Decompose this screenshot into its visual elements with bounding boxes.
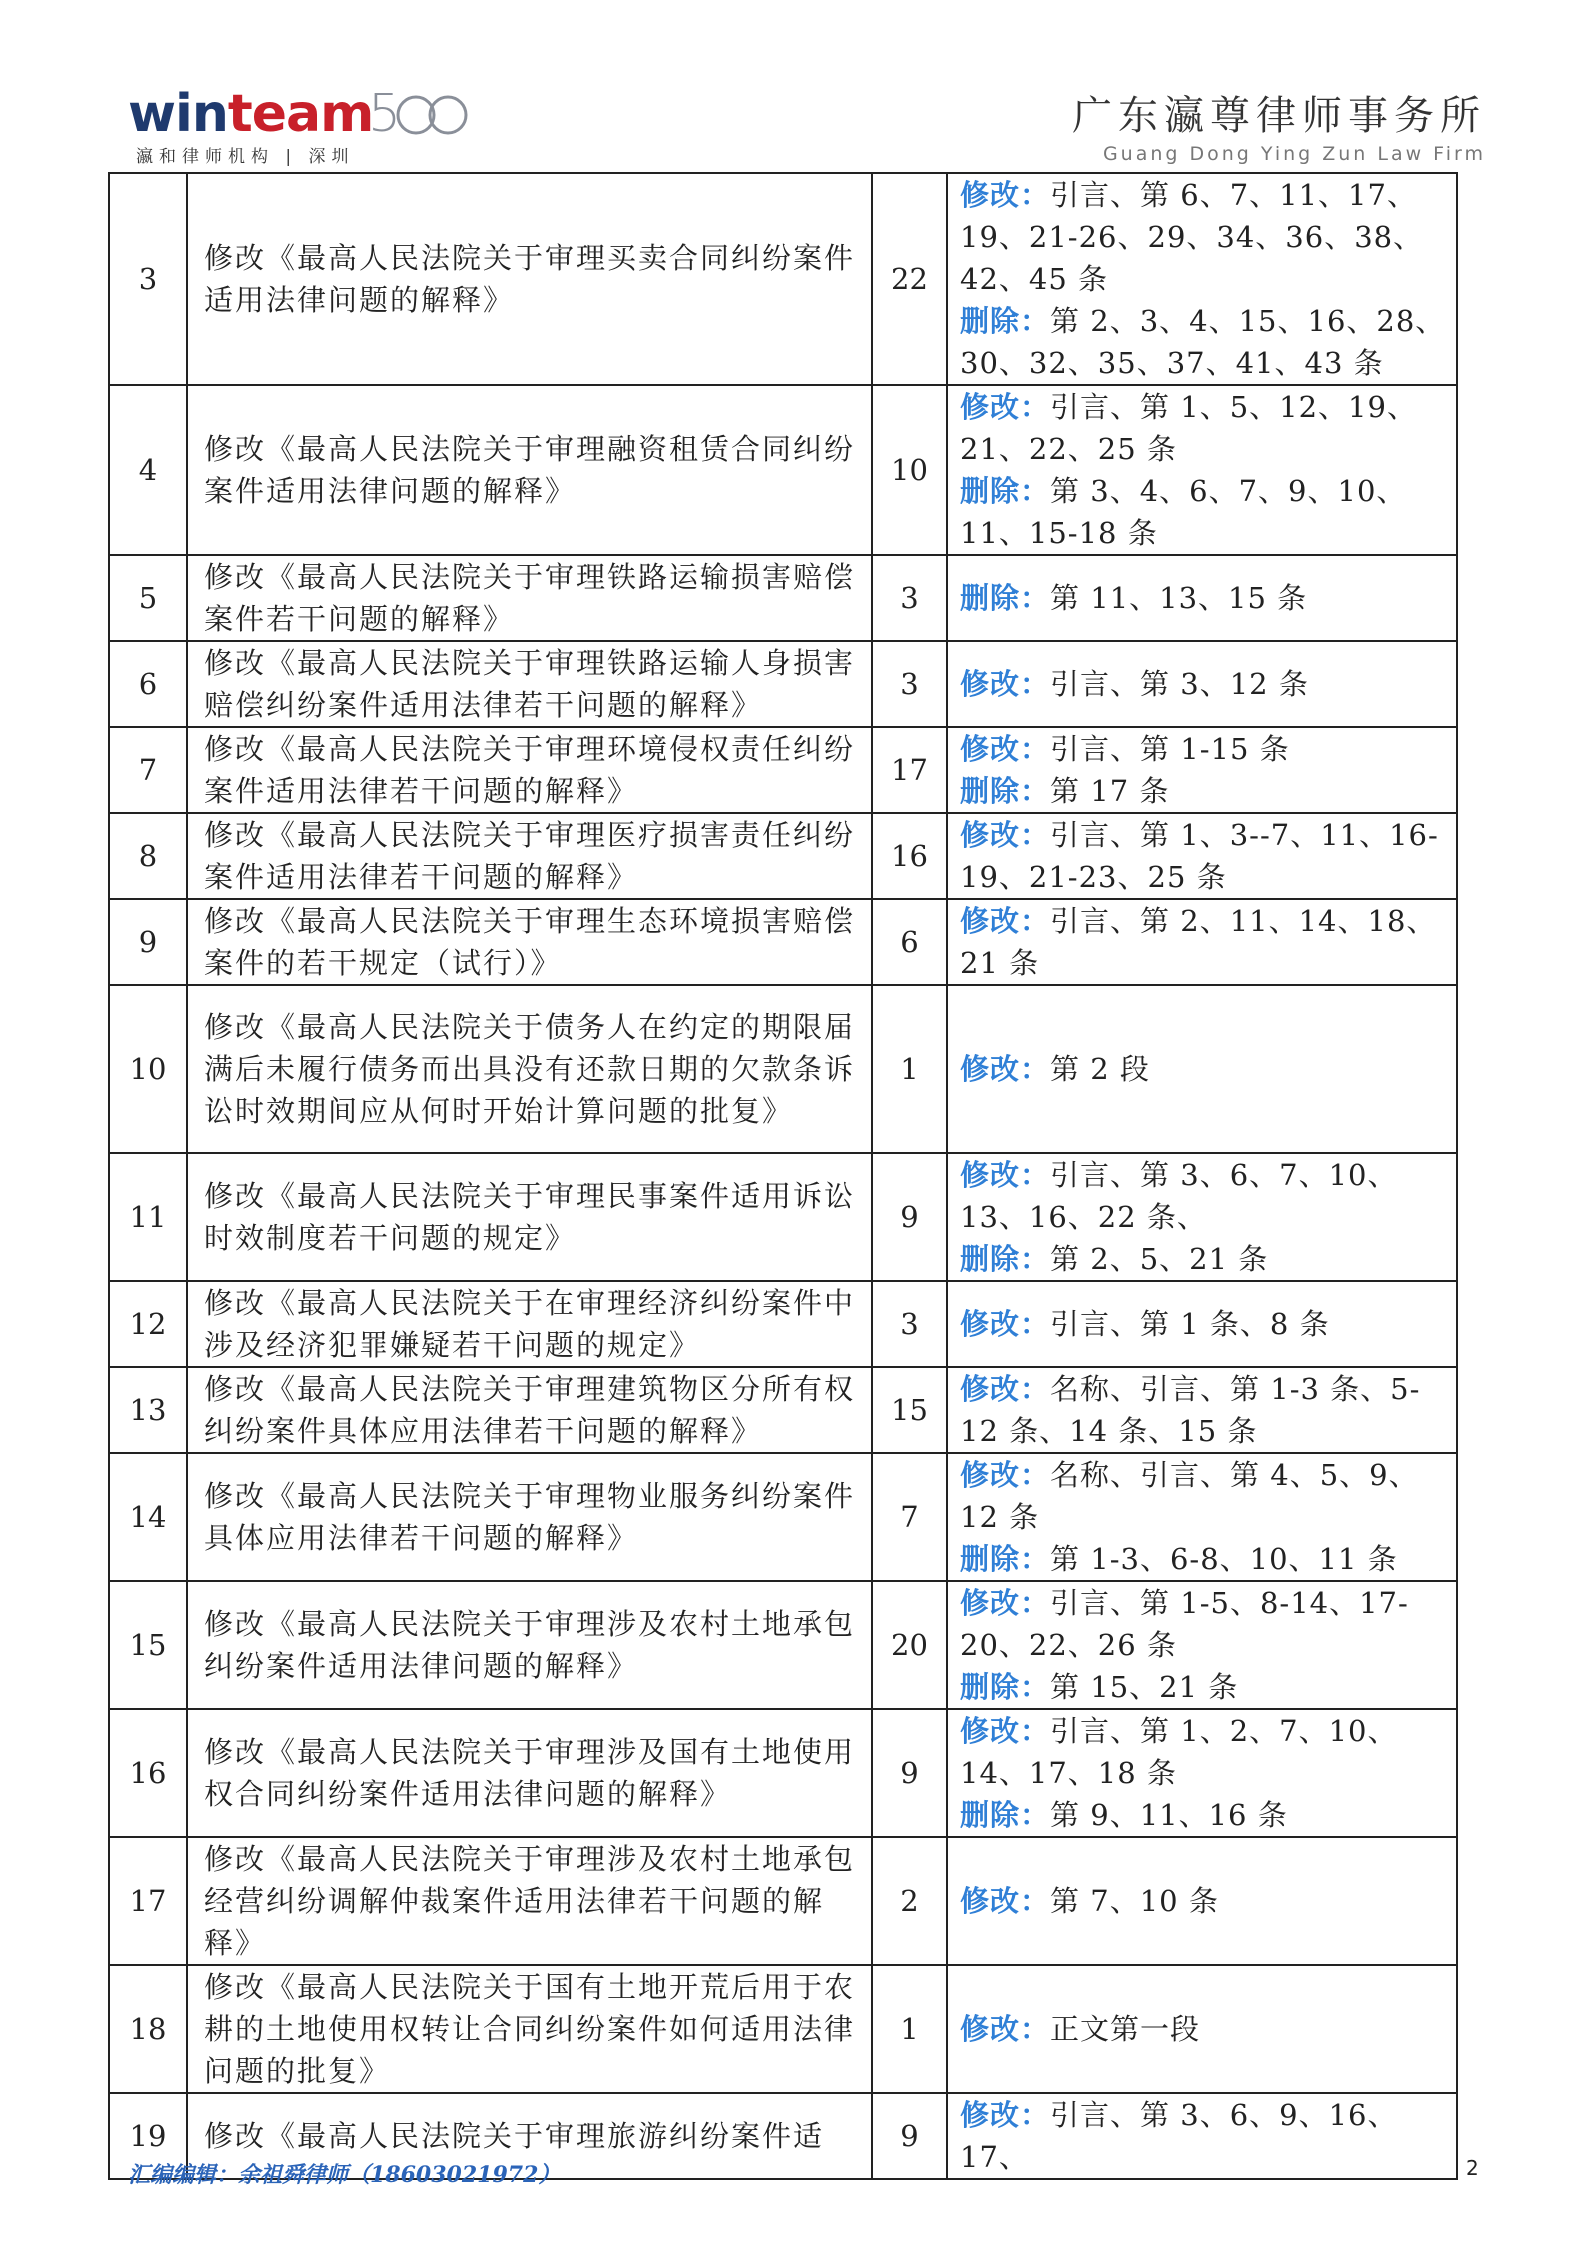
row-actions bbox=[947, 173, 1457, 385]
action-text: 引言、第 1-5、8-14、17-20、22、26 条 bbox=[960, 1586, 1409, 1662]
table-row bbox=[109, 385, 1457, 555]
action-colon: ： bbox=[1020, 1670, 1051, 1704]
action-colon: ： bbox=[1020, 474, 1051, 508]
action-line bbox=[960, 174, 1448, 300]
row-count: 16 bbox=[872, 813, 947, 899]
row-count: 9 bbox=[872, 2093, 947, 2179]
action-line bbox=[960, 1582, 1448, 1666]
action-keyword: 修改 bbox=[960, 732, 1021, 766]
action-colon: ： bbox=[1020, 1052, 1051, 1086]
action-text: 名称、引言、第 1-3 条、5-12 条、14 条、15 条 bbox=[960, 1372, 1421, 1448]
action-keyword: 修改 bbox=[960, 1052, 1021, 1086]
action-text: 第 17 条 bbox=[1050, 774, 1170, 808]
action-keyword: 修改 bbox=[960, 1586, 1021, 1620]
row-number: 18 bbox=[109, 1965, 187, 2093]
row-actions bbox=[947, 1367, 1457, 1453]
logo-rings-icon bbox=[396, 92, 476, 138]
row-actions bbox=[947, 641, 1457, 727]
row-number: 15 bbox=[109, 1581, 187, 1709]
row-title: 修改《最高人民法院关于审理民事案件适用诉讼时效制度若干问题的规定》 bbox=[187, 1153, 872, 1281]
action-text: 引言、第 3、6、9、16、17、 bbox=[960, 2098, 1398, 2174]
table-row bbox=[109, 899, 1457, 985]
action-text: 第 9、11、16 条 bbox=[1050, 1798, 1288, 1832]
action-colon: ： bbox=[1020, 1714, 1051, 1748]
action-keyword: 修改 bbox=[960, 818, 1021, 852]
action-line bbox=[960, 1666, 1448, 1708]
action-keyword: 删除 bbox=[960, 581, 1021, 615]
row-title: 修改《最高人民法院关于审理建筑物区分所有权纠纷案件具体应用法律若干问题的解释》 bbox=[187, 1367, 872, 1453]
action-colon: ： bbox=[1020, 818, 1051, 852]
action-text: 第 2、5、21 条 bbox=[1050, 1242, 1269, 1276]
action-keyword: 修改 bbox=[960, 390, 1021, 424]
row-count: 7 bbox=[872, 1453, 947, 1581]
action-text: 第 15、21 条 bbox=[1050, 1670, 1239, 1704]
action-text: 第 3、4、6、7、9、10、11、15-18 条 bbox=[960, 474, 1407, 550]
action-line bbox=[960, 386, 1448, 470]
action-line bbox=[960, 577, 1448, 619]
table-row bbox=[109, 1965, 1457, 2093]
action-keyword: 修改 bbox=[960, 1884, 1021, 1918]
action-line bbox=[960, 1880, 1448, 1922]
firm-name-en: Guang Dong Ying Zun Law Firm bbox=[1102, 143, 1486, 165]
row-count: 10 bbox=[872, 385, 947, 555]
row-title: 修改《最高人民法院关于审理铁路运输人身损害赔偿纠纷案件适用法律若干问题的解释》 bbox=[187, 641, 872, 727]
action-colon: ： bbox=[1020, 178, 1051, 212]
action-colon: ： bbox=[1020, 1372, 1051, 1406]
table-row bbox=[109, 1709, 1457, 1837]
row-actions bbox=[947, 1153, 1457, 1281]
action-line bbox=[960, 1794, 1448, 1836]
row-title: 修改《最高人民法院关于国有土地开荒后用于农耕的土地使用权转让合同纠纷案件如何适用法律问题的批复》 bbox=[187, 1965, 872, 2093]
page-header bbox=[0, 0, 1586, 170]
row-actions bbox=[947, 985, 1457, 1153]
row-title: 修改《最高人民法院关于审理旅游纠纷案件适 bbox=[187, 2093, 872, 2179]
action-keyword: 修改 bbox=[960, 1307, 1021, 1341]
row-count: 6 bbox=[872, 899, 947, 985]
row-number: 11 bbox=[109, 1153, 187, 1281]
table-row bbox=[109, 1367, 1457, 1453]
action-colon: ： bbox=[1020, 1158, 1051, 1192]
action-line bbox=[960, 814, 1448, 898]
action-line bbox=[960, 1154, 1448, 1238]
row-title: 修改《最高人民法院关于审理买卖合同纠纷案件适用法律问题的解释》 bbox=[187, 173, 872, 385]
amendment-table bbox=[108, 172, 1458, 2180]
logo-number: 5 bbox=[368, 84, 402, 144]
row-actions bbox=[947, 727, 1457, 813]
action-line bbox=[960, 1710, 1448, 1794]
action-line bbox=[960, 2094, 1448, 2178]
action-line bbox=[960, 300, 1448, 384]
action-keyword: 修改 bbox=[960, 2012, 1021, 2046]
firm-name-cn: 广东瀛尊律师事务所 bbox=[1072, 93, 1486, 139]
action-colon: ： bbox=[1020, 2012, 1051, 2046]
action-keyword: 修改 bbox=[960, 1714, 1021, 1748]
action-text: 名称、引言、第 4、5、9、12 条 bbox=[960, 1458, 1419, 1534]
action-text: 引言、第 1、3--7、11、16-19、21-23、25 条 bbox=[960, 818, 1439, 894]
action-text: 第 2 段 bbox=[1050, 1052, 1150, 1086]
row-actions bbox=[947, 1709, 1457, 1837]
action-text: 引言、第 1 条、8 条 bbox=[1050, 1307, 1330, 1341]
action-keyword: 删除 bbox=[960, 774, 1021, 808]
action-colon: ： bbox=[1020, 304, 1051, 338]
row-title: 修改《最高人民法院关于在审理经济纠纷案件中涉及经济犯罪嫌疑若干问题的规定》 bbox=[187, 1281, 872, 1367]
action-keyword: 修改 bbox=[960, 1158, 1021, 1192]
action-keyword: 修改 bbox=[960, 178, 1021, 212]
action-text: 正文第一段 bbox=[1050, 2012, 1201, 2046]
row-number: 6 bbox=[109, 641, 187, 727]
table-row bbox=[109, 813, 1457, 899]
row-number: 5 bbox=[109, 555, 187, 641]
action-text: 第 1-3、6-8、10、11 条 bbox=[1050, 1542, 1398, 1576]
row-count: 22 bbox=[872, 173, 947, 385]
action-text: 第 11、13、15 条 bbox=[1050, 581, 1308, 615]
row-number: 7 bbox=[109, 727, 187, 813]
row-title: 修改《最高人民法院关于债务人在约定的期限届满后未履行债务而出具没有还款日期的欠款条诉讼时效期间应从何时开始计算问题的批复》 bbox=[187, 985, 872, 1153]
row-actions bbox=[947, 1453, 1457, 1581]
row-count: 9 bbox=[872, 1709, 947, 1837]
action-text: 引言、第 3、6、7、10、13、16、22 条、 bbox=[960, 1158, 1398, 1234]
action-line bbox=[960, 900, 1448, 984]
action-colon: ： bbox=[1020, 2098, 1051, 2132]
row-title: 修改《最高人民法院关于审理铁路运输损害赔偿案件若干问题的解释》 bbox=[187, 555, 872, 641]
action-keyword: 修改 bbox=[960, 2098, 1021, 2132]
table-row bbox=[109, 1837, 1457, 1965]
row-number: 3 bbox=[109, 173, 187, 385]
action-colon: ： bbox=[1020, 1458, 1051, 1492]
action-text: 引言、第 3、12 条 bbox=[1050, 667, 1309, 701]
action-colon: ： bbox=[1020, 904, 1051, 938]
action-colon: ： bbox=[1020, 732, 1051, 766]
row-count: 3 bbox=[872, 555, 947, 641]
action-line bbox=[960, 1538, 1448, 1580]
action-keyword: 修改 bbox=[960, 1372, 1021, 1406]
table-row bbox=[109, 1581, 1457, 1709]
row-number: 8 bbox=[109, 813, 187, 899]
action-colon: ： bbox=[1020, 1884, 1051, 1918]
action-line bbox=[960, 1368, 1448, 1452]
action-keyword: 修改 bbox=[960, 1458, 1021, 1492]
row-actions bbox=[947, 1965, 1457, 2093]
table-row bbox=[109, 555, 1457, 641]
action-text: 引言、第 1、2、7、10、14、17、18 条 bbox=[960, 1714, 1398, 1790]
row-count: 3 bbox=[872, 641, 947, 727]
action-colon: ： bbox=[1020, 581, 1051, 615]
action-colon: ： bbox=[1020, 390, 1051, 424]
action-colon: ： bbox=[1020, 774, 1051, 808]
amendment-table-body bbox=[109, 173, 1457, 2179]
action-line bbox=[960, 1454, 1448, 1538]
row-count: 1 bbox=[872, 985, 947, 1153]
action-text: 引言、第 6、7、11、17、19、21-26、29、34、36、38、42、45 条 bbox=[960, 178, 1424, 296]
action-keyword: 删除 bbox=[960, 474, 1021, 508]
action-colon: ： bbox=[1020, 1542, 1051, 1576]
row-title: 修改《最高人民法院关于审理涉及农村土地承包纠纷案件适用法律问题的解释》 bbox=[187, 1581, 872, 1709]
action-line bbox=[960, 470, 1448, 554]
row-count: 3 bbox=[872, 1281, 947, 1367]
row-number: 16 bbox=[109, 1709, 187, 1837]
table-row bbox=[109, 641, 1457, 727]
action-line bbox=[960, 1303, 1448, 1345]
row-number: 17 bbox=[109, 1837, 187, 1965]
action-colon: ： bbox=[1020, 1307, 1051, 1341]
row-count: 9 bbox=[872, 1153, 947, 1281]
action-colon: ： bbox=[1020, 1242, 1051, 1276]
logo-wordmark: winteam bbox=[128, 84, 374, 144]
row-count: 15 bbox=[872, 1367, 947, 1453]
action-keyword: 修改 bbox=[960, 904, 1021, 938]
row-title: 修改《最高人民法院关于审理生态环境损害赔偿案件的若干规定（试行）》 bbox=[187, 899, 872, 985]
row-number: 4 bbox=[109, 385, 187, 555]
row-number: 13 bbox=[109, 1367, 187, 1453]
action-text: 第 7、10 条 bbox=[1050, 1884, 1219, 1918]
action-line bbox=[960, 663, 1448, 705]
table-row bbox=[109, 1453, 1457, 1581]
page-number: 2 bbox=[1466, 2156, 1479, 2180]
row-count: 2 bbox=[872, 1837, 947, 1965]
action-text: 引言、第 2、11、14、18、21 条 bbox=[960, 904, 1437, 980]
table-row bbox=[109, 173, 1457, 385]
row-actions bbox=[947, 899, 1457, 985]
action-colon: ： bbox=[1020, 667, 1051, 701]
action-colon: ： bbox=[1020, 1798, 1051, 1832]
row-actions bbox=[947, 1581, 1457, 1709]
row-title: 修改《最高人民法院关于审理涉及国有土地使用权合同纠纷案件适用法律问题的解释》 bbox=[187, 1709, 872, 1837]
row-count: 20 bbox=[872, 1581, 947, 1709]
winteam-logo bbox=[128, 84, 468, 167]
row-title: 修改《最高人民法院关于审理物业服务纠纷案件具体应用法律若干问题的解释》 bbox=[187, 1453, 872, 1581]
action-line bbox=[960, 728, 1448, 770]
action-keyword: 删除 bbox=[960, 1542, 1021, 1576]
table-row bbox=[109, 1281, 1457, 1367]
action-text: 引言、第 1-15 条 bbox=[1050, 732, 1290, 766]
row-number: 14 bbox=[109, 1453, 187, 1581]
table-row bbox=[109, 985, 1457, 1153]
row-count: 17 bbox=[872, 727, 947, 813]
action-text: 第 2、3、4、15、16、28、30、32、35、37、41、43 条 bbox=[960, 304, 1446, 380]
action-line bbox=[960, 770, 1448, 812]
row-actions bbox=[947, 2093, 1457, 2179]
table-row bbox=[109, 1153, 1457, 1281]
action-line bbox=[960, 1238, 1448, 1280]
row-count: 1 bbox=[872, 1965, 947, 2093]
footer-compiler: 汇编编辑：余祖舜律师（18603021972） bbox=[128, 2162, 561, 2188]
row-actions bbox=[947, 555, 1457, 641]
row-actions bbox=[947, 1837, 1457, 1965]
action-keyword: 删除 bbox=[960, 1242, 1021, 1276]
action-line bbox=[960, 2008, 1448, 2050]
row-title: 修改《最高人民法院关于审理涉及农村土地承包经营纠纷调解仲裁案件适用法律若干问题的解释》 bbox=[187, 1837, 872, 1965]
action-keyword: 修改 bbox=[960, 667, 1021, 701]
row-actions bbox=[947, 813, 1457, 899]
row-title: 修改《最高人民法院关于审理环境侵权责任纠纷案件适用法律若干问题的解释》 bbox=[187, 727, 872, 813]
action-line bbox=[960, 1048, 1448, 1090]
action-colon: ： bbox=[1020, 1586, 1051, 1620]
logo-subtitle: 瀛和律师机构 | 深圳 bbox=[136, 147, 355, 167]
action-text: 引言、第 1、5、12、19、21、22、25 条 bbox=[960, 390, 1417, 466]
row-actions bbox=[947, 1281, 1457, 1367]
action-keyword: 删除 bbox=[960, 1670, 1021, 1704]
action-keyword: 删除 bbox=[960, 1798, 1021, 1832]
row-number: 9 bbox=[109, 899, 187, 985]
firm-name bbox=[1072, 92, 1486, 166]
row-number: 19 bbox=[109, 2093, 187, 2179]
row-number: 10 bbox=[109, 985, 187, 1153]
row-title: 修改《最高人民法院关于审理医疗损害责任纠纷案件适用法律若干问题的解释》 bbox=[187, 813, 872, 899]
action-keyword: 删除 bbox=[960, 304, 1021, 338]
row-title: 修改《最高人民法院关于审理融资租赁合同纠纷案件适用法律问题的解释》 bbox=[187, 385, 872, 555]
table-row bbox=[109, 727, 1457, 813]
row-number: 12 bbox=[109, 1281, 187, 1367]
row-actions bbox=[947, 385, 1457, 555]
